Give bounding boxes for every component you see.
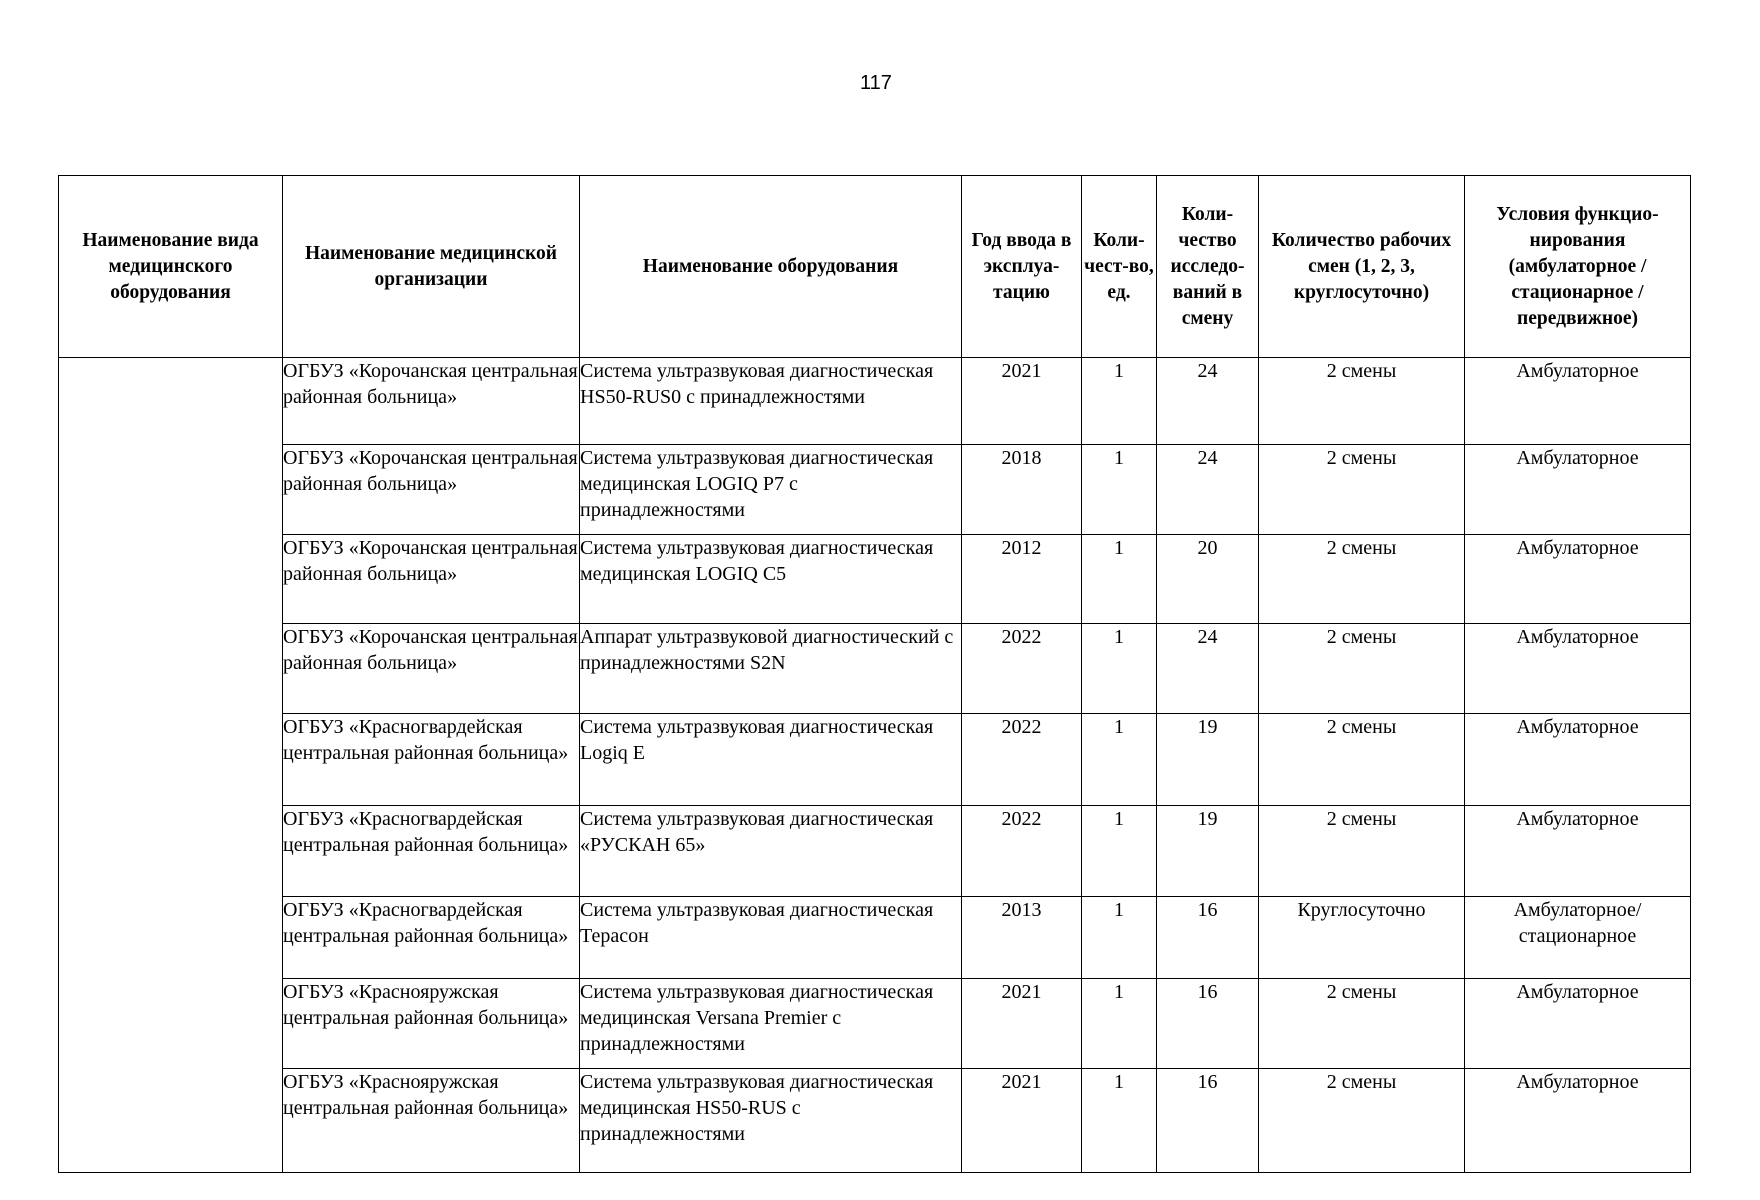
organization-cell: ОГБУЗ «Красногвардейская центральная районная больница» [283, 897, 580, 979]
table-row [59, 624, 1691, 714]
studies-cell: 16 [1157, 979, 1259, 1069]
conditions-cell: Амбулаторное [1465, 624, 1691, 714]
studies-cell: 19 [1157, 714, 1259, 806]
table-row [59, 1069, 1691, 1173]
organization-cell: ОГБУЗ «Красногвардейская центральная районная больница» [283, 806, 580, 897]
conditions-cell: Амбулаторное [1465, 358, 1691, 445]
header-year: Год ввода в эксплуа-тацию [962, 176, 1082, 358]
organization-cell: ОГБУЗ «Красногвардейская центральная районная больница» [283, 714, 580, 806]
equipment-cell: Система ультразвуковая диагностическая HS50-RUS0 с принадлежностями [580, 358, 962, 445]
studies-cell: 16 [1157, 1069, 1259, 1173]
table-row [59, 806, 1691, 897]
organization-cell: ОГБУЗ «Корочанская центральная районная больница» [283, 445, 580, 535]
shifts-cell: 2 смены [1259, 624, 1465, 714]
equipment-cell: Система ультразвуковая диагностическая медицинская LOGIQ P7 с принадлежностями [580, 445, 962, 535]
equipment-table [58, 175, 1691, 1173]
conditions-cell: Амбулаторное [1465, 979, 1691, 1069]
table-row [59, 897, 1691, 979]
header-quantity: Коли-чест-во, ед. [1082, 176, 1157, 358]
table-row [59, 714, 1691, 806]
quantity-cell: 1 [1082, 806, 1157, 897]
year-cell: 2018 [962, 445, 1082, 535]
shifts-cell: 2 смены [1259, 445, 1465, 535]
organization-cell: ОГБУЗ «Корочанская центральная районная больница» [283, 624, 580, 714]
header-equipment-type: Наименование вида медицинского оборудования [59, 176, 283, 358]
header-equipment-name: Наименование оборудования [580, 176, 962, 358]
studies-cell: 24 [1157, 624, 1259, 714]
year-cell: 2012 [962, 535, 1082, 624]
header-row [59, 176, 1691, 358]
conditions-cell: Амбулаторное [1465, 1069, 1691, 1173]
equipment-cell: Система ультразвуковая диагностическая «РУСКАН 65» [580, 806, 962, 897]
table-row [59, 445, 1691, 535]
quantity-cell: 1 [1082, 445, 1157, 535]
header-shifts: Количество рабочих смен (1, 2, 3, круглосуточно) [1259, 176, 1465, 358]
conditions-cell: Амбулаторное/ стационарное [1465, 897, 1691, 979]
quantity-cell: 1 [1082, 897, 1157, 979]
organization-cell: ОГБУЗ «Краснояружская центральная районная больница» [283, 979, 580, 1069]
shifts-cell: 2 смены [1259, 806, 1465, 897]
quantity-cell: 1 [1082, 1069, 1157, 1173]
shifts-cell: Круглосуточно [1259, 897, 1465, 979]
equipment-cell: Система ультразвуковая диагностическая медицинская HS50-RUS с принадлежностями [580, 1069, 962, 1173]
year-cell: 2013 [962, 897, 1082, 979]
header-conditions: Условия функцио-нирования (амбулаторное / стационарное / передвижное) [1465, 176, 1691, 358]
year-cell: 2022 [962, 806, 1082, 897]
year-cell: 2022 [962, 714, 1082, 806]
equipment-cell: Аппарат ультразвуковой диагностический с принадлежностями S2N [580, 624, 962, 714]
quantity-cell: 1 [1082, 979, 1157, 1069]
conditions-cell: Амбулаторное [1465, 806, 1691, 897]
equipment-cell: Система ультразвуковая диагностическая Терасон [580, 897, 962, 979]
shifts-cell: 2 смены [1259, 979, 1465, 1069]
organization-cell: ОГБУЗ «Корочанская центральная районная больница» [283, 358, 580, 445]
shifts-cell: 2 смены [1259, 535, 1465, 624]
studies-cell: 16 [1157, 897, 1259, 979]
table-row [59, 358, 1691, 445]
equipment-cell: Система ультразвуковая диагностическая медицинская LOGIQ C5 [580, 535, 962, 624]
equipment-type-cell [59, 358, 283, 1173]
quantity-cell: 1 [1082, 535, 1157, 624]
quantity-cell: 1 [1082, 714, 1157, 806]
conditions-cell: Амбулаторное [1465, 445, 1691, 535]
table-row [59, 535, 1691, 624]
organization-cell: ОГБУЗ «Корочанская центральная районная больница» [283, 535, 580, 624]
studies-cell: 20 [1157, 535, 1259, 624]
quantity-cell: 1 [1082, 358, 1157, 445]
equipment-cell: Система ультразвуковая диагностическая Logiq E [580, 714, 962, 806]
conditions-cell: Амбулаторное [1465, 535, 1691, 624]
studies-cell: 19 [1157, 806, 1259, 897]
shifts-cell: 2 смены [1259, 714, 1465, 806]
header-organization: Наименование медицинской организации [283, 176, 580, 358]
shifts-cell: 2 смены [1259, 358, 1465, 445]
shifts-cell: 2 смены [1259, 1069, 1465, 1173]
studies-cell: 24 [1157, 445, 1259, 535]
studies-cell: 24 [1157, 358, 1259, 445]
year-cell: 2021 [962, 979, 1082, 1069]
organization-cell: ОГБУЗ «Краснояружская центральная районная больница» [283, 1069, 580, 1173]
page-number: 117 [860, 72, 892, 94]
year-cell: 2021 [962, 358, 1082, 445]
quantity-cell: 1 [1082, 624, 1157, 714]
header-studies-per-shift: Коли-чество исследо-ваний в смену [1157, 176, 1259, 358]
conditions-cell: Амбулаторное [1465, 714, 1691, 806]
year-cell: 2022 [962, 624, 1082, 714]
year-cell: 2021 [962, 1069, 1082, 1173]
table-row [59, 979, 1691, 1069]
equipment-cell: Система ультразвуковая диагностическая медицинская Versana Premier с принадлежностями [580, 979, 962, 1069]
